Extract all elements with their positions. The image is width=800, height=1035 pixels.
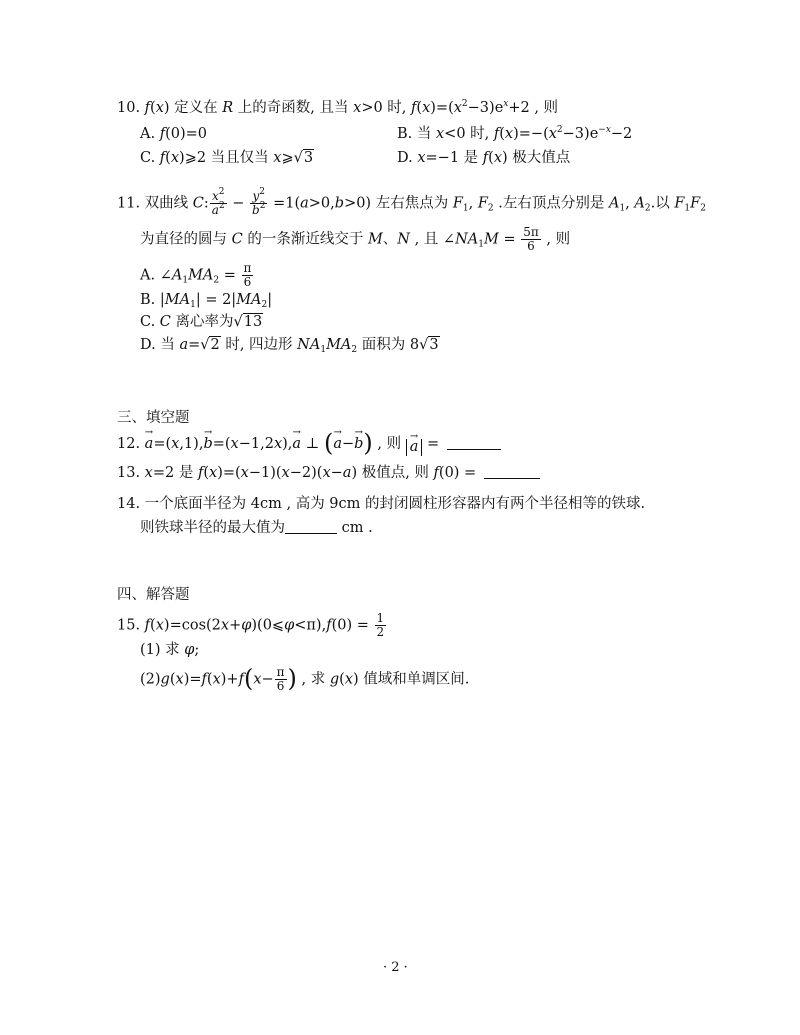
q15-part2: (2)g(x)=f(x)+f(x− $\frac{\pi}{6}$ ) , 求 g(x) 值域和单调区间. [140,664,470,693]
q11-option-c: C. C 离心率为√13 [140,314,263,330]
section-3-heading: 三、填空题 [117,410,190,426]
q11-stem-line1: 11. 双曲线 C: $\frac{x^2}{a^2}$ − $\frac{y^2}{b^2}$ =1(a>0,b>0) 左右焦点为 $F_1$, $F_2$ .左右顶点分别是 $A_1$, $A_2$.以 $F_1F_2$ [117,187,706,217]
q15-stem: 15. f(x)=cos(2x+φ)(0⩽φ<π),f(0) = $\frac{1}{2}$ [117,611,385,639]
page-number: · 2 · [383,960,408,975]
q11-option-b: B. $|MA_1| = 2|MA_2|$ [140,292,273,310]
q15-part1: (1) 求 φ; [140,642,200,658]
q11-stem-line2: 为直径的圆与 C 的一条渐近线交于 M、N , 且 $\angle NA_1M$ = $\frac{5\pi}{6}$ , 则 [140,225,571,253]
q10-option-c: C. f(x)⩾2 当且仅当 x⩾√3 [140,150,314,166]
q12: 12. → a=(x,1),→ b=(x−1,2x),→ a ⊥ (→ a−→ b) , 则 → a = [117,434,504,456]
q11-option-d: D. 当 a=√2 时, 四边形 $NA_1MA_2$ 面积为 8√3 [140,337,439,355]
q10-option-b: B. 当 x<0 时, $f(x)=-(x^2-3)e^{-x}-2$ [397,125,633,142]
q10-option-d: D. x=−1 是 f(x) 极大值点 [397,150,571,166]
section-4-heading: 四、解答题 [117,587,190,603]
q13: 13. x=2 是 f(x)=(x−1)(x−2)(x−a) 极值点, 则 f(0) = [117,463,543,483]
q14-line2: 则铁球半径的最大值为 cm . [140,520,373,536]
q11-option-a: A. $\angle A_1MA_2$ = $\frac{\pi}{6}$ [140,261,252,289]
q14-line1: 14. 一个底面半径为 4cm , 高为 9cm 的封闭圆柱形容器内有两个半径相等的铁球. [117,496,646,512]
q10-option-a: A. f(0)=0 [140,126,207,142]
q10-stem: 10. f(x) 定义在 R 上的奇函数, 且当 x>0 时, $f(x)=(x^2-3)e^x+2$ , 则 [117,99,559,116]
